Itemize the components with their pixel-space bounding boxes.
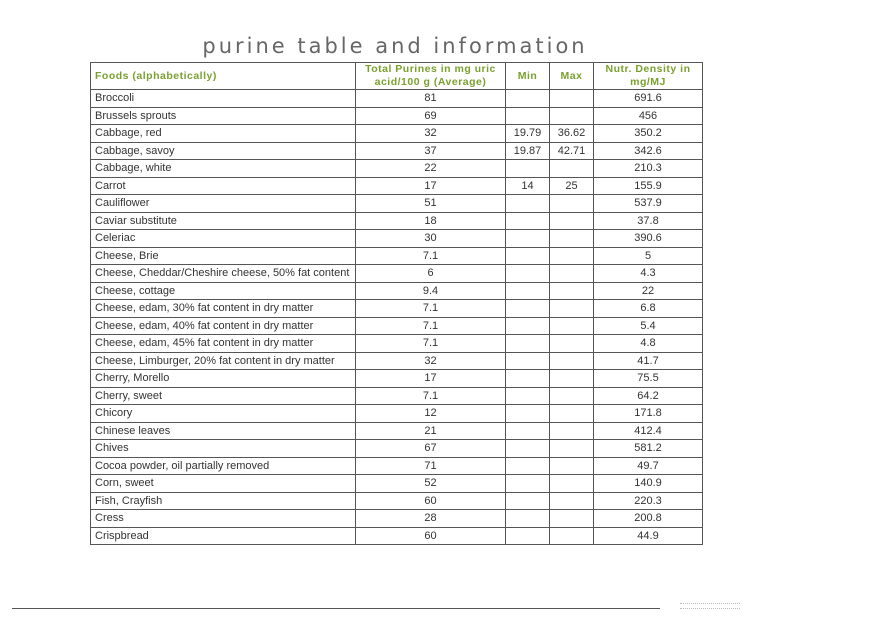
cell-min: 19.79 — [506, 125, 550, 143]
cell-max — [550, 492, 594, 510]
table-row — [91, 422, 703, 440]
cell-total-purines: 67 — [356, 440, 506, 458]
cell-max — [550, 352, 594, 370]
cell-nutr-density: 5 — [594, 247, 703, 265]
cell-min — [506, 230, 550, 248]
cell-total-purines: 81 — [356, 90, 506, 108]
table-row — [91, 195, 703, 213]
cell-max — [550, 212, 594, 230]
cell-food: Cheese, Cheddar/Cheshire cheese, 50% fat content — [91, 265, 356, 283]
cell-min: 19.87 — [506, 142, 550, 160]
cell-food: Cherry, Morello — [91, 370, 356, 388]
table-row — [91, 370, 703, 388]
cell-nutr-density: 4.8 — [594, 335, 703, 353]
cell-min — [506, 440, 550, 458]
cell-nutr-density: 691.6 — [594, 90, 703, 108]
page-title: purine table and information — [202, 34, 588, 58]
table-row — [91, 177, 703, 195]
cell-nutr-density: 64.2 — [594, 387, 703, 405]
cell-nutr-density: 37.8 — [594, 212, 703, 230]
cell-nutr-density: 75.5 — [594, 370, 703, 388]
cell-max — [550, 90, 594, 108]
cell-food: Crispbread — [91, 527, 356, 545]
cell-nutr-density: 350.2 — [594, 125, 703, 143]
cell-nutr-density: 200.8 — [594, 510, 703, 528]
table-row — [91, 282, 703, 300]
table-row — [91, 335, 703, 353]
cell-nutr-density: 5.4 — [594, 317, 703, 335]
cell-min — [506, 107, 550, 125]
cell-min — [506, 90, 550, 108]
cell-food: Chives — [91, 440, 356, 458]
cell-total-purines: 52 — [356, 475, 506, 493]
cell-food: Cheese, edam, 45% fat content in dry matter — [91, 335, 356, 353]
cell-nutr-density: 155.9 — [594, 177, 703, 195]
cell-nutr-density: 390.6 — [594, 230, 703, 248]
cell-max — [550, 405, 594, 423]
cell-min — [506, 317, 550, 335]
header-max: Max — [550, 63, 594, 90]
cell-food: Cheese, Limburger, 20% fat content in dry matter — [91, 352, 356, 370]
footer-page-mark — [680, 603, 740, 609]
cell-max: 42.71 — [550, 142, 594, 160]
cell-max — [550, 107, 594, 125]
cell-nutr-density: 49.7 — [594, 457, 703, 475]
cell-total-purines: 37 — [356, 142, 506, 160]
cell-max — [550, 527, 594, 545]
cell-min — [506, 422, 550, 440]
cell-min — [506, 457, 550, 475]
cell-max: 36.62 — [550, 125, 594, 143]
cell-min — [506, 370, 550, 388]
cell-min — [506, 405, 550, 423]
cell-total-purines: 18 — [356, 212, 506, 230]
cell-nutr-density: 581.2 — [594, 440, 703, 458]
cell-min — [506, 492, 550, 510]
table-row — [91, 527, 703, 545]
footer-rule — [12, 608, 660, 609]
cell-food: Carrot — [91, 177, 356, 195]
cell-max — [550, 160, 594, 178]
cell-nutr-density: 41.7 — [594, 352, 703, 370]
cell-min — [506, 527, 550, 545]
table-row — [91, 90, 703, 108]
cell-food: Corn, sweet — [91, 475, 356, 493]
cell-food: Cabbage, red — [91, 125, 356, 143]
cell-total-purines: 60 — [356, 492, 506, 510]
cell-min — [506, 265, 550, 283]
cell-total-purines: 71 — [356, 457, 506, 475]
cell-min — [506, 387, 550, 405]
cell-max — [550, 457, 594, 475]
cell-food: Chinese leaves — [91, 422, 356, 440]
table-row — [91, 265, 703, 283]
cell-food: Cherry, sweet — [91, 387, 356, 405]
cell-food: Cabbage, savoy — [91, 142, 356, 160]
cell-food: Cocoa powder, oil partially removed — [91, 457, 356, 475]
cell-max — [550, 247, 594, 265]
cell-max — [550, 422, 594, 440]
cell-total-purines: 7.1 — [356, 300, 506, 318]
cell-food: Cheese, edam, 30% fat content in dry matter — [91, 300, 356, 318]
header-min: Min — [506, 63, 550, 90]
cell-total-purines: 32 — [356, 352, 506, 370]
cell-total-purines: 22 — [356, 160, 506, 178]
cell-total-purines: 9.4 — [356, 282, 506, 300]
cell-max — [550, 475, 594, 493]
purine-table — [90, 62, 703, 545]
cell-total-purines: 21 — [356, 422, 506, 440]
cell-food: Broccoli — [91, 90, 356, 108]
cell-food: Brussels sprouts — [91, 107, 356, 125]
cell-nutr-density: 4.3 — [594, 265, 703, 283]
cell-food: Cress — [91, 510, 356, 528]
cell-max — [550, 300, 594, 318]
table-row — [91, 142, 703, 160]
cell-min — [506, 352, 550, 370]
cell-max — [550, 265, 594, 283]
cell-total-purines: 32 — [356, 125, 506, 143]
cell-total-purines: 28 — [356, 510, 506, 528]
cell-max — [550, 195, 594, 213]
cell-min — [506, 247, 550, 265]
table-row — [91, 230, 703, 248]
cell-total-purines: 7.1 — [356, 317, 506, 335]
cell-nutr-density: 456 — [594, 107, 703, 125]
cell-food: Celeriac — [91, 230, 356, 248]
cell-max — [550, 282, 594, 300]
cell-max — [550, 440, 594, 458]
cell-max — [550, 230, 594, 248]
table-row — [91, 300, 703, 318]
cell-nutr-density: 6.8 — [594, 300, 703, 318]
table-row — [91, 125, 703, 143]
table-row — [91, 457, 703, 475]
cell-food: Chicory — [91, 405, 356, 423]
cell-max — [550, 387, 594, 405]
cell-total-purines: 17 — [356, 177, 506, 195]
table-row — [91, 405, 703, 423]
cell-nutr-density: 171.8 — [594, 405, 703, 423]
cell-min — [506, 212, 550, 230]
cell-total-purines: 60 — [356, 527, 506, 545]
cell-max: 25 — [550, 177, 594, 195]
cell-nutr-density: 22 — [594, 282, 703, 300]
cell-food: Fish, Crayfish — [91, 492, 356, 510]
table-row — [91, 510, 703, 528]
cell-min — [506, 510, 550, 528]
cell-nutr-density: 412.4 — [594, 422, 703, 440]
table-row — [91, 387, 703, 405]
header-total-purines: Total Purines in mg uric acid/100 g (Average) — [356, 63, 506, 90]
cell-total-purines: 69 — [356, 107, 506, 125]
table-row — [91, 492, 703, 510]
cell-nutr-density: 537.9 — [594, 195, 703, 213]
table-row — [91, 352, 703, 370]
cell-min — [506, 300, 550, 318]
table-row — [91, 247, 703, 265]
table-row — [91, 440, 703, 458]
cell-total-purines: 7.1 — [356, 247, 506, 265]
cell-max — [550, 335, 594, 353]
table-body — [91, 90, 703, 545]
cell-total-purines: 6 — [356, 265, 506, 283]
table-row — [91, 160, 703, 178]
table-header-row — [91, 63, 703, 90]
cell-total-purines: 7.1 — [356, 335, 506, 353]
cell-food: Cauliflower — [91, 195, 356, 213]
cell-nutr-density: 220.3 — [594, 492, 703, 510]
cell-nutr-density: 210.3 — [594, 160, 703, 178]
header-foods: Foods (alphabetically) — [91, 63, 356, 90]
cell-nutr-density: 342.6 — [594, 142, 703, 160]
cell-food: Cheese, edam, 40% fat content in dry matter — [91, 317, 356, 335]
cell-food: Cheese, Brie — [91, 247, 356, 265]
cell-total-purines: 30 — [356, 230, 506, 248]
cell-max — [550, 510, 594, 528]
cell-food: Caviar substitute — [91, 212, 356, 230]
cell-nutr-density: 44.9 — [594, 527, 703, 545]
table-row — [91, 107, 703, 125]
table-row — [91, 212, 703, 230]
table-row — [91, 317, 703, 335]
cell-total-purines: 7.1 — [356, 387, 506, 405]
cell-min — [506, 475, 550, 493]
table-row — [91, 475, 703, 493]
cell-food: Cabbage, white — [91, 160, 356, 178]
cell-min — [506, 160, 550, 178]
cell-max — [550, 317, 594, 335]
cell-min — [506, 195, 550, 213]
cell-total-purines: 12 — [356, 405, 506, 423]
cell-food: Cheese, cottage — [91, 282, 356, 300]
cell-nutr-density: 140.9 — [594, 475, 703, 493]
cell-total-purines: 51 — [356, 195, 506, 213]
cell-min: 14 — [506, 177, 550, 195]
header-nutr-density: Nutr. Density in mg/MJ — [594, 63, 703, 90]
cell-min — [506, 335, 550, 353]
cell-min — [506, 282, 550, 300]
cell-max — [550, 370, 594, 388]
cell-total-purines: 17 — [356, 370, 506, 388]
